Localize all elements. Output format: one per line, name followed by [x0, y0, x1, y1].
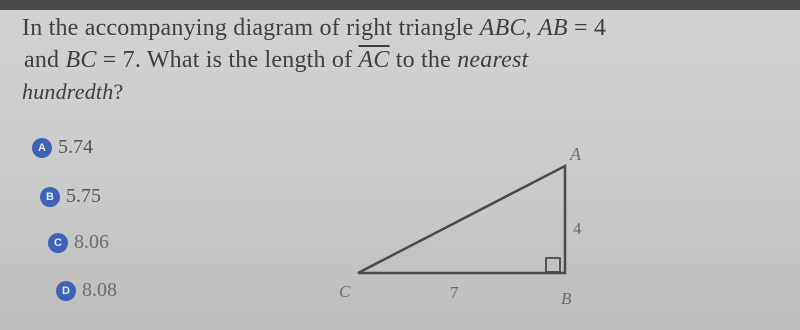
choice-b-badge[interactable]: B [40, 187, 60, 207]
hundredth-word: hundredth [22, 79, 114, 104]
choice-d-text: 8.08 [82, 279, 117, 301]
choice-d-badge[interactable]: D [56, 281, 76, 301]
choice-d[interactable] [56, 279, 117, 302]
question-line-1 [22, 12, 792, 44]
choice-c-text: 8.06 [74, 231, 109, 253]
triangle-diagram [330, 140, 630, 310]
question-line2-mid: = 7. What is the length of [96, 47, 359, 73]
choice-b[interactable] [40, 185, 101, 208]
choice-c-badge[interactable]: C [48, 233, 68, 253]
vertex-b-label: B [561, 289, 572, 308]
choice-a[interactable] [32, 136, 93, 159]
choice-c[interactable] [48, 231, 109, 254]
choice-a-text: 5.74 [58, 136, 93, 158]
vertex-c-label: C [339, 282, 351, 301]
question-line-3 [22, 76, 792, 108]
choice-a-badge[interactable]: A [32, 138, 52, 158]
right-angle-marker [546, 258, 560, 272]
question-text [22, 12, 792, 108]
question-line1-prefix: In the accompanying diagram of right triangle [22, 15, 480, 41]
segment-bc: BC [65, 47, 97, 73]
side-bc-label: 7 [450, 283, 459, 302]
segment-ab: AB [538, 15, 568, 41]
question-mark: ? [113, 79, 124, 104]
question-line-2 [24, 44, 792, 76]
triangle-name: ABC [479, 15, 526, 41]
triangle-shape [358, 166, 565, 273]
segment-ac: $\overline{AC}$ [358, 47, 390, 73]
nearest-word: nearest [457, 47, 529, 73]
vertex-a-label: A [570, 144, 581, 164]
top-border [0, 0, 800, 10]
question-line1-comma: , [525, 15, 539, 41]
question-line2-to: to the [389, 47, 458, 73]
question-line1-eq: = 4 [567, 15, 607, 41]
side-ab-label: 4 [573, 219, 582, 238]
question-line2-prefix: and [24, 47, 66, 73]
choice-b-text: 5.75 [66, 185, 101, 207]
